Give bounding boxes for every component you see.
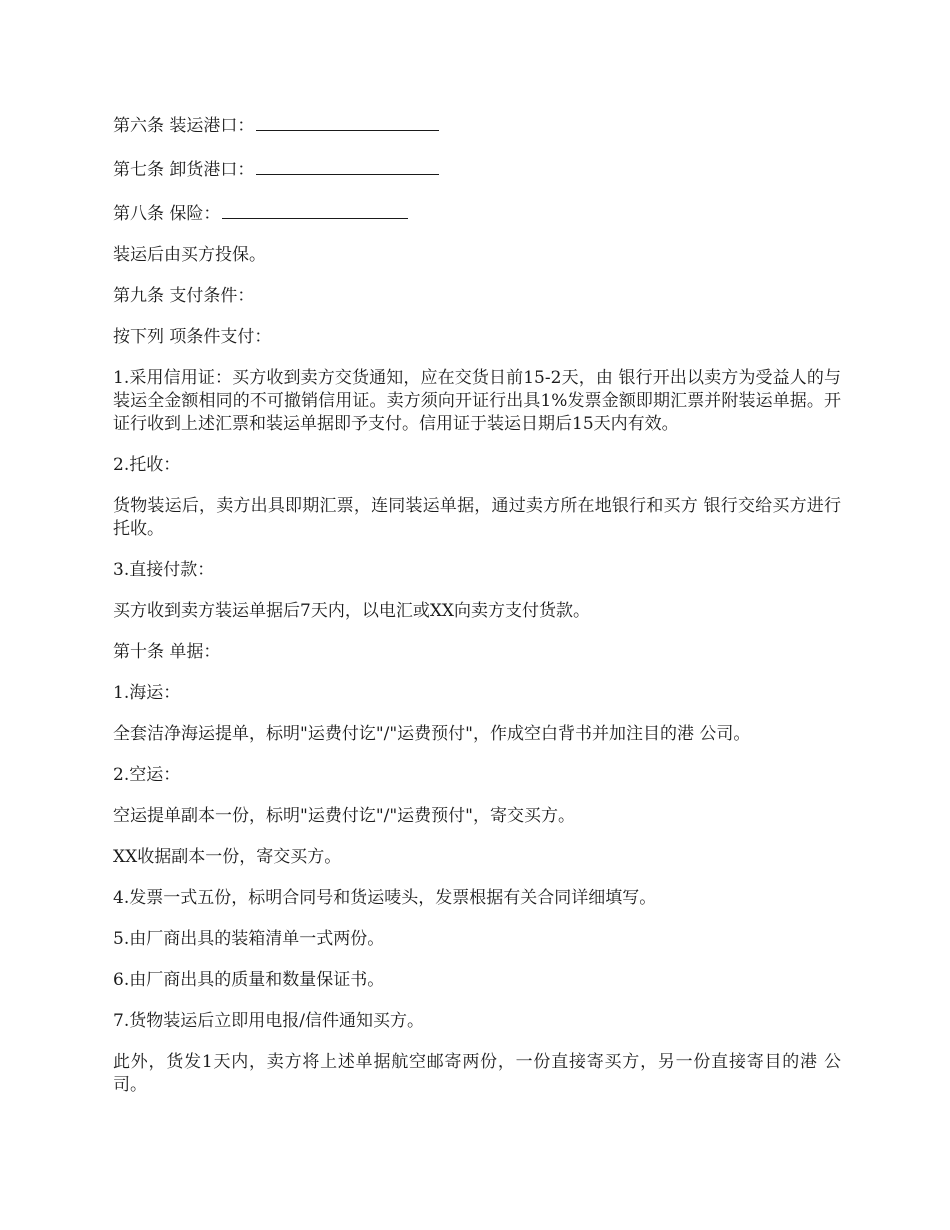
clause-9-payment-terms: 第九条 支付条件：	[113, 286, 255, 306]
document-body	[113, 112, 841, 1115]
payment-letter-of-credit-paragraph: 1.采用信用证：买方收到卖方交货通知，应在交货日前15-2天，由 银行开出以卖方为受益人的与装运全金额相同的不可撤销信用证。卖方须向开证行出具1%发票金额即期汇票并附装运单据。开证行收到上述汇票和装运单据即予支付。信用证于装运日期后15天内有效。	[113, 368, 841, 434]
documents-ocean-title: 1.海运：	[113, 683, 181, 703]
payment-direct-paragraph: 买方收到卖方装运单据后7天内，以电汇或XX向卖方支付货款。	[113, 601, 591, 621]
payment-direct-title: 3.直接付款：	[113, 560, 215, 580]
final-paragraph: 此外，货发1天内，卖方将上述单据航空邮寄两份，一份直接寄买方，另一份直接寄目的港 公司。	[113, 1052, 841, 1095]
insurance-blank	[222, 200, 408, 219]
documents-quality-certificate-paragraph: 6.由厂商出具的质量和数量保证书。	[113, 970, 385, 990]
clause-6-label: 第六条 装运港口：	[113, 116, 255, 136]
payment-collection-title: 2.托收：	[113, 455, 181, 475]
documents-packing-list-paragraph: 5.由厂商出具的装箱清单一式两份。	[113, 929, 385, 949]
clause-7-label: 第七条 卸货港口：	[113, 160, 255, 180]
payment-collection-paragraph: 货物装运后，卖方出具即期汇票，连同装运单据，通过卖方所在地银行和买方 银行交给买方进行托收。	[113, 496, 841, 539]
documents-air-paragraph: 空运提单副本一份，标明"运费付讫"/"运费预付"，寄交买方。	[113, 806, 576, 826]
documents-invoice-paragraph: 4.发票一式五份，标明合同号和货运唛头，发票根据有关合同详细填写。	[113, 888, 657, 908]
documents-air-title: 2.空运：	[113, 765, 181, 785]
discharge-port-blank	[256, 156, 439, 175]
documents-shipment-notice-paragraph: 7.货物装运后立即用电报/信件通知买方。	[113, 1011, 424, 1031]
payment-intro-paragraph: 按下列 项条件支付：	[113, 327, 272, 347]
insurance-paragraph: 装运后由买方投保。	[113, 245, 266, 265]
loading-port-blank	[256, 112, 439, 131]
clause-8-label: 第八条 保险：	[113, 204, 221, 224]
documents-ocean-paragraph: 全套洁净海运提单，标明"运费付讫"/"运费预付"，作成空白背书并加注目的港 公司。	[113, 724, 751, 744]
clause-8-insurance	[113, 200, 841, 226]
documents-receipt-paragraph: XX收据副本一份，寄交买方。	[113, 847, 342, 867]
clause-10-documents: 第十条 单据：	[113, 642, 221, 662]
clause-7-discharge-port	[113, 156, 841, 182]
clause-6-loading-port	[113, 112, 841, 138]
